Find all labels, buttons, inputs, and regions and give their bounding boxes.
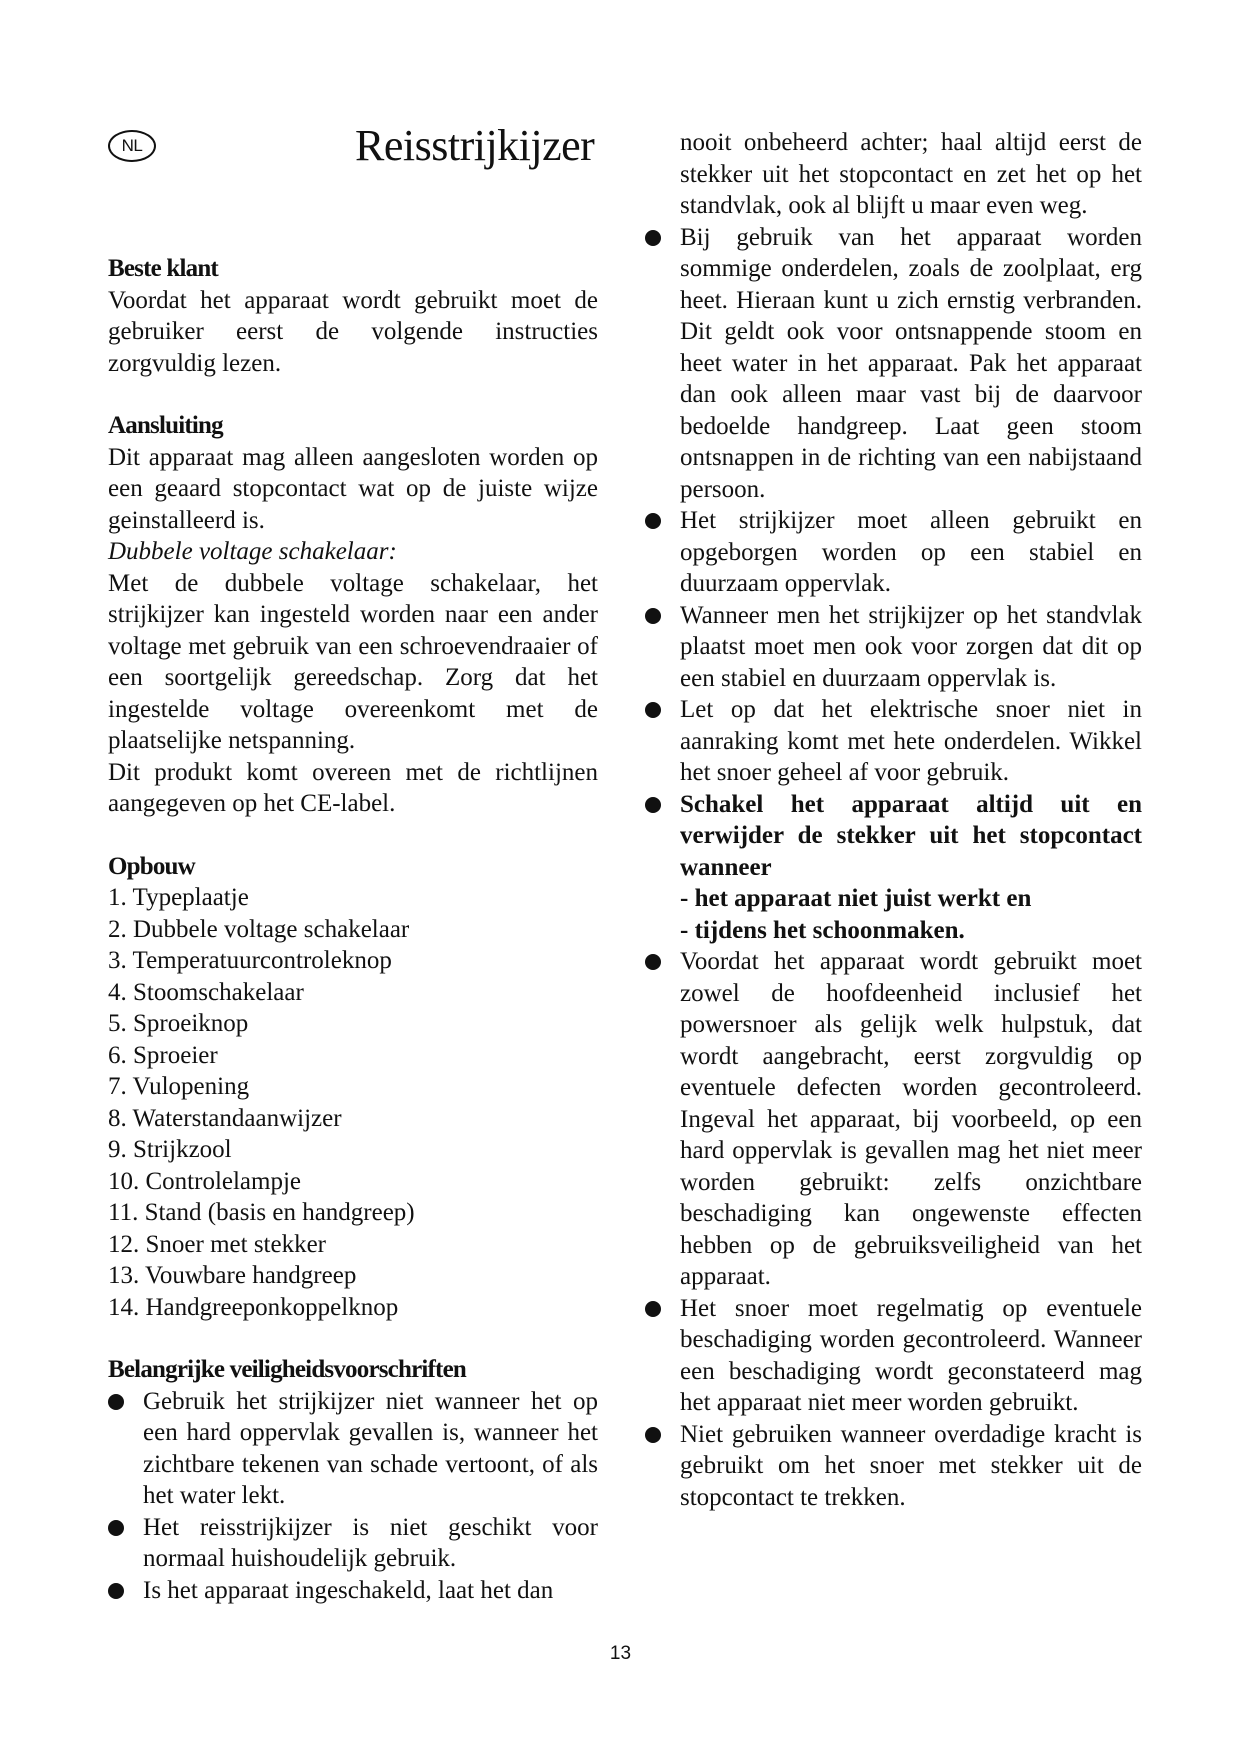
list-item: 7. Vulopening	[108, 1073, 250, 1100]
list-item: 4. Stoomschakelaar	[108, 978, 304, 1006]
list-item: 1. Typeplaatje	[108, 884, 249, 911]
intro-text: Voordat het apparaat wordt gebruikt moet de gebruiker eerst de volgende instructies zorgvuldig lezen.	[108, 286, 598, 377]
list-item: 13. Vouwbare handgreep	[108, 1262, 357, 1289]
safety-list-right	[645, 222, 1142, 1514]
dubbele-voltage-text: Met de dubbele voltage schakelaar, het strijkijzer kan ingesteld worden naar een ander voltage met gebruik van een schroevendraaier of een soortgelijk gereedschap. Zorg dat het ingestelde voltage overeenkomt met de plaatselijke netspanning.	[108, 569, 598, 754]
section-heading-beste-klant: Beste klant	[108, 255, 218, 282]
bullet-dot-icon	[108, 1520, 124, 1536]
list-item: 6. Sproeier	[108, 1041, 218, 1069]
list-item: Bij gebruik van het apparaat worden sommige onderdelen, zoals de zoolplaat, erg heet. Hieraan kunt u zich ernstig verbranden. Dit geldt ook voor ontsnappende stoom en heet water in het apparaat. Pak het apparaat dan ook alleen maar vast bij de daarvoor bedoelde handgreep. Laat geen stoom ontsnappen in de richting van een nabijstaand persoon.	[645, 222, 1142, 506]
list-item: 12. Snoer met stekker	[108, 1230, 327, 1258]
list-item: Let op dat het elektrische snoer niet in aanraking komt met hete onderdelen. Wikkel het snoer geheel af voor gebruik.	[645, 694, 1142, 789]
list-item: Het reisstrijkijzer is niet geschikt voor normaal huishoudelijk gebruik.	[108, 1512, 598, 1575]
list-item: Voordat het apparaat wordt gebruikt moet zowel de hoofdeenheid inclusief het powersnoer als gelijk welk hulpstuk, dat wordt aangebracht, eerst zorgvuldig op eventuele defecten worden gecontroleerd. Ingeval het apparaat, bij voorbeeld, op een hard oppervlak is gevallen mag het niet meer worden gebruikt: zelfs onzichtbare beschadiging kan ongewenste effecten hebben op de gebruiksveiligheid van het apparaat.	[645, 946, 1142, 1293]
list-item: 10. Controlelampje	[108, 1167, 302, 1195]
list-item: 9. Strijkzool	[108, 1136, 232, 1163]
section-heading-opbouw: Opbouw	[108, 852, 195, 880]
bullet-dot-icon	[108, 1394, 124, 1410]
list-item: Is het apparaat ingeschakeld, laat het dan	[108, 1575, 598, 1607]
warning-text: Schakel het apparaat altijd uit en verwijder de stekker uit het stopcontact wanneer	[680, 790, 1142, 881]
subheading-dubbele-voltage: Dubbele voltage schakelaar:	[108, 538, 397, 565]
list-item: Niet gebruiken wanneer overdadige kracht is gebruikt om het snoer met stekker uit de stopcontact te trekken.	[645, 1419, 1142, 1514]
bullet-dot-icon	[645, 608, 661, 624]
list-item: 11. Stand (basis en handgreep)	[108, 1199, 415, 1226]
aansluiting-text: Dit apparaat mag alleen aangesloten worden op een geaard stopcontact wat op de juiste wijze geinstalleerd is.	[108, 443, 598, 534]
ce-label-text: Dit produkt komt overeen met de richtlijnen aangegeven op het CE-label.	[108, 758, 598, 817]
opbouw-list	[108, 882, 598, 1323]
safety-list-left	[108, 1386, 598, 1607]
bullet-dot-icon	[645, 1301, 661, 1317]
list-item: 14. Handgreeponkoppelknop	[108, 1293, 399, 1321]
section-heading-veiligheid: Belangrijke veiligheidsvoorschriften	[108, 1356, 466, 1383]
page-number: 13	[609, 1643, 632, 1664]
bullet-dot-icon	[645, 702, 661, 718]
warning-condition: - het apparaat niet juist werkt en	[680, 885, 1032, 912]
section-heading-aansluiting: Aansluiting	[108, 412, 223, 439]
language-badge: NL	[108, 130, 156, 162]
list-item: Het snoer moet regelmatig op eventuele beschadiging worden gecontroleerd. Wanneer een beschadiging wordt geconstateerd mag het apparaat niet meer worden gebruikt.	[645, 1293, 1142, 1419]
bullet-dot-icon	[108, 1583, 124, 1599]
list-item: Het strijkijzer moet alleen gebruikt en opgeborgen worden op een stabiel en duurzaam oppervlak.	[645, 505, 1142, 600]
page-title: Reisstrijkijzer	[355, 121, 595, 170]
warning-item	[645, 789, 1142, 947]
list-item: 8. Waterstandaanwijzer	[108, 1104, 342, 1132]
bullet-dot-icon	[645, 230, 661, 246]
bullet-dot-icon	[645, 513, 661, 529]
warning-condition: - tijdens het schoonmaken.	[680, 916, 965, 944]
bullet-dot-icon	[645, 954, 661, 970]
list-item: Wanneer men het strijkijzer op het standvlak plaatst moet men ook voor zorgen dat dit op een stabiel en duurzaam oppervlak is.	[645, 600, 1142, 695]
left-column	[108, 253, 598, 1606]
list-item: 2. Dubbele voltage schakelaar	[108, 915, 410, 943]
right-column	[645, 127, 1142, 1513]
list-item: Gebruik het strijkijzer niet wanneer het op een hard oppervlak gevallen is, wanneer het zichtbare tekenen van schade vertoont, of als het water lekt.	[108, 1386, 598, 1512]
list-item: 5. Sproeiknop	[108, 1010, 249, 1037]
list-item: 3. Temperatuurcontroleknop	[108, 947, 392, 974]
bullet-dot-icon	[645, 1427, 661, 1443]
continued-text: nooit onbeheerd achter; haal altijd eerst de stekker uit het stopcontact en zet het op het standvlak, ook al blijft u maar even weg.	[680, 129, 1142, 219]
bullet-dot-icon	[645, 797, 661, 813]
